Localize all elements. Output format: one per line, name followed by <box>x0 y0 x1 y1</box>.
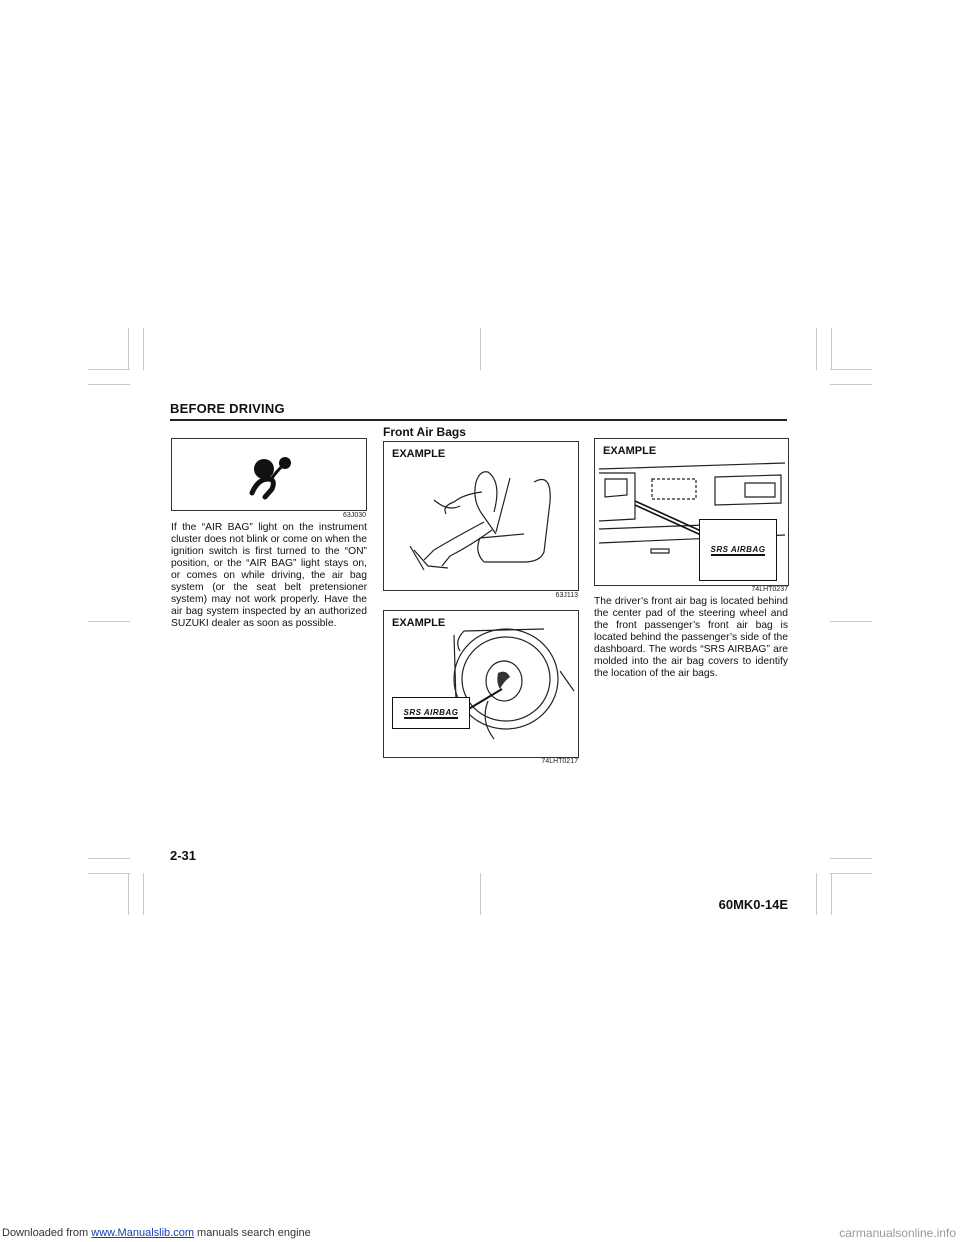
dashboard-figure <box>594 438 789 586</box>
crop-mark <box>128 328 129 370</box>
download-prefix: Downloaded from <box>2 1227 92 1239</box>
front-air-bags-title: Front Air Bags <box>383 425 466 439</box>
crop-mark <box>816 328 817 370</box>
manualslib-link[interactable]: www.Manualslib.com <box>91 1227 194 1239</box>
steering-wheel-illustration <box>384 611 578 757</box>
watermark: carmanualsonline.info <box>839 1226 956 1240</box>
crop-mark <box>88 873 130 874</box>
airbag-light-paragraph: If the “AIR BAG” light on the instrument cluster does not blink or come on when the ignition switch is first turned to the “ON” position, or the “AIR BAG” light stays on, or comes on while driving, the air bag system (or the seat belt pretensioner system) may not work properly. Have the air bag system inspected by an authorized SUZUKI dealer as soon as possible. <box>171 522 367 629</box>
airbag-warning-icon <box>172 439 366 510</box>
crop-mark <box>830 384 872 385</box>
figure-code: 74LHT0237 <box>751 586 788 593</box>
airbag-warning-figure <box>171 438 367 511</box>
crop-mark <box>480 328 481 370</box>
example-label: EXAMPLE <box>603 445 657 457</box>
example-label: EXAMPLE <box>392 448 446 460</box>
crop-mark <box>831 873 832 915</box>
crop-mark <box>816 873 817 915</box>
figure-code: 63J113 <box>555 592 578 599</box>
crop-mark <box>88 384 130 385</box>
srs-airbag-callout <box>392 697 470 729</box>
crop-mark <box>143 873 144 915</box>
crop-mark <box>143 328 144 370</box>
crop-mark <box>830 858 872 859</box>
header-rule <box>170 419 787 421</box>
srs-airbag-callout <box>699 519 777 581</box>
crop-mark <box>88 858 130 859</box>
crop-mark <box>831 328 832 370</box>
crop-mark <box>480 873 481 915</box>
figure-code: 74LHT0217 <box>541 758 578 765</box>
crop-mark <box>88 621 130 622</box>
example-label: EXAMPLE <box>392 617 446 629</box>
srs-airbag-badge: SRS AIRBAG <box>710 544 766 554</box>
driver-posture-figure <box>383 441 579 591</box>
driver-seated-illustration <box>384 442 578 590</box>
srs-airbag-badge: SRS AIRBAG <box>403 707 459 717</box>
crop-mark <box>88 369 130 370</box>
airbag-location-paragraph: The driver’s front air bag is located behind the center pad of the steering wheel and the front passenger’s front air bag is located behind the passenger’s side of the dashboard. The words “SRS AIRBAG” are molded into the air bag covers to identify the location of the air bags. <box>594 596 788 679</box>
download-notice <box>2 1227 311 1239</box>
download-suffix: manuals search engine <box>193 1227 311 1239</box>
crop-mark <box>128 873 129 915</box>
crop-mark <box>830 369 872 370</box>
crop-mark <box>830 621 872 622</box>
steering-wheel-figure <box>383 610 579 758</box>
document-code: 60MK0-14E <box>718 897 788 912</box>
figure-code: 63J030 <box>343 512 366 519</box>
page-number: 2-31 <box>170 848 197 863</box>
crop-mark <box>830 873 872 874</box>
section-header: BEFORE DRIVING <box>170 401 285 416</box>
